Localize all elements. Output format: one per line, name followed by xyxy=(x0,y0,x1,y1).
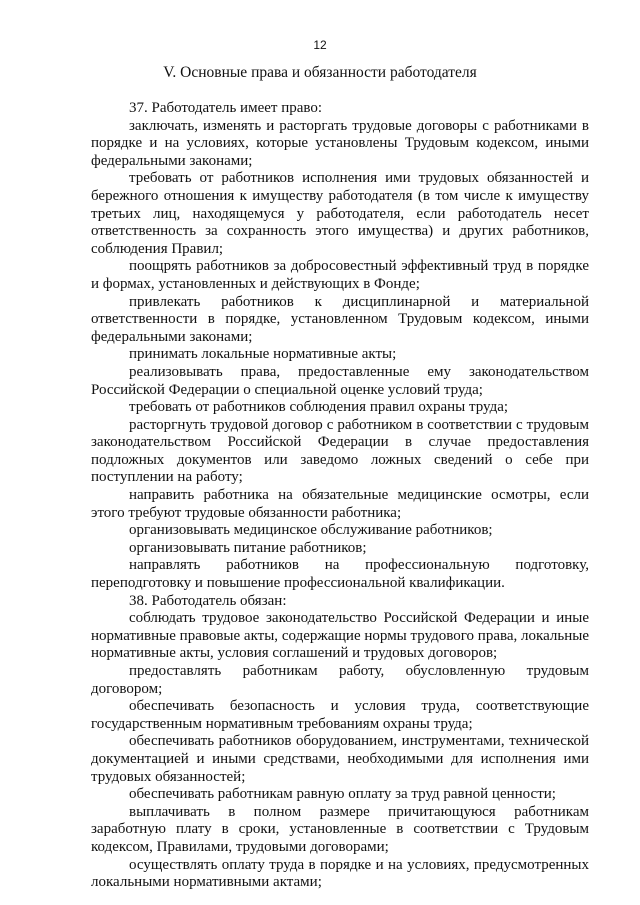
page-number: 12 xyxy=(313,38,327,52)
paragraph: направлять работников на профессиональную подготовку, переподготовку и повышение профессиональной квалификации. xyxy=(91,557,589,592)
paragraph: требовать от работников соблюдения правил охраны труда; xyxy=(129,399,509,416)
paragraph: выплачивать в полном размере причитающуюся работникам заработную плату в сроки, установленные в соответствии с Трудовым кодексом, Правилами, трудовыми договорами; xyxy=(91,803,589,855)
paragraph-38-heading: 38. Работодатель обязан: xyxy=(129,592,287,609)
paragraph: организовывать питание работников; xyxy=(129,539,367,556)
paragraph: осуществлять оплату труда в порядке и на условиях, предусмотренных локальными нормативными актами; xyxy=(91,856,589,891)
paragraph: обеспечивать безопасность и условия труда, соответствующие государственным нормативным требованиям охраны труда; xyxy=(91,698,589,732)
paragraph: поощрять работников за добросовестный эффективный труд в порядке и формах, установленных и действующих в Фонде; xyxy=(91,258,589,292)
paragraph: предоставлять работникам работу, обусловленную трудовым договором; xyxy=(91,663,589,697)
paragraph: реализовывать права, предоставленные ему законодательством Российской Федерации о специальной оценке условий труда; xyxy=(91,363,589,398)
paragraph: обеспечивать работникам равную оплату за труд равной ценности; xyxy=(129,786,556,803)
document-body xyxy=(91,100,589,892)
paragraph: заключать, изменять и расторгать трудовые договоры с работниками в порядке и на условиях, которые установлены Трудовым кодексом, иными федеральными законами; xyxy=(91,117,589,169)
paragraph: обеспечивать работников оборудованием, инструментами, технической документацией и иными средствами, необходимыми для исполнения ими трудовых обязанностей; xyxy=(91,733,589,785)
paragraph-37-heading: 37. Работодатель имеет право: xyxy=(129,100,323,116)
paragraph: организовывать медицинское обслуживание работников; xyxy=(129,522,493,539)
paragraph: расторгнуть трудовой договор с работником в соответствии с трудовым законодательством Российской Федерации в случае предоставления подложных документов или заведомо ложных сведений о себе при поступлении на работу; xyxy=(91,416,589,486)
paragraph: привлекать работников к дисциплинарной и материальной ответственности в порядке, установленном Трудовым кодексом, иными федеральными законами; xyxy=(91,293,589,345)
paragraph: требовать от работников исполнения ими трудовых обязанностей и бережного отношения к имуществу работодателя (в том числе к имуществу третьих лиц, находящемуся у работодателя, если работодатель несет ответственность за сохранность этого имущества) и других работников, соблюдения Правил; xyxy=(91,170,589,257)
paragraph: принимать локальные нормативные акты; xyxy=(129,346,397,363)
paragraph: направить работника на обязательные медицинские осмотры, если этого требуют трудовые обязанности работника; xyxy=(91,487,589,521)
section-title: V. Основные права и обязанности работодателя xyxy=(163,64,477,81)
paragraph: соблюдать трудовое законодательство Российской Федерации и иные нормативные правовые акты, содержащие нормы трудового права, локальные нормативные акты, условия соглашений и трудовых договоров; xyxy=(91,610,589,662)
